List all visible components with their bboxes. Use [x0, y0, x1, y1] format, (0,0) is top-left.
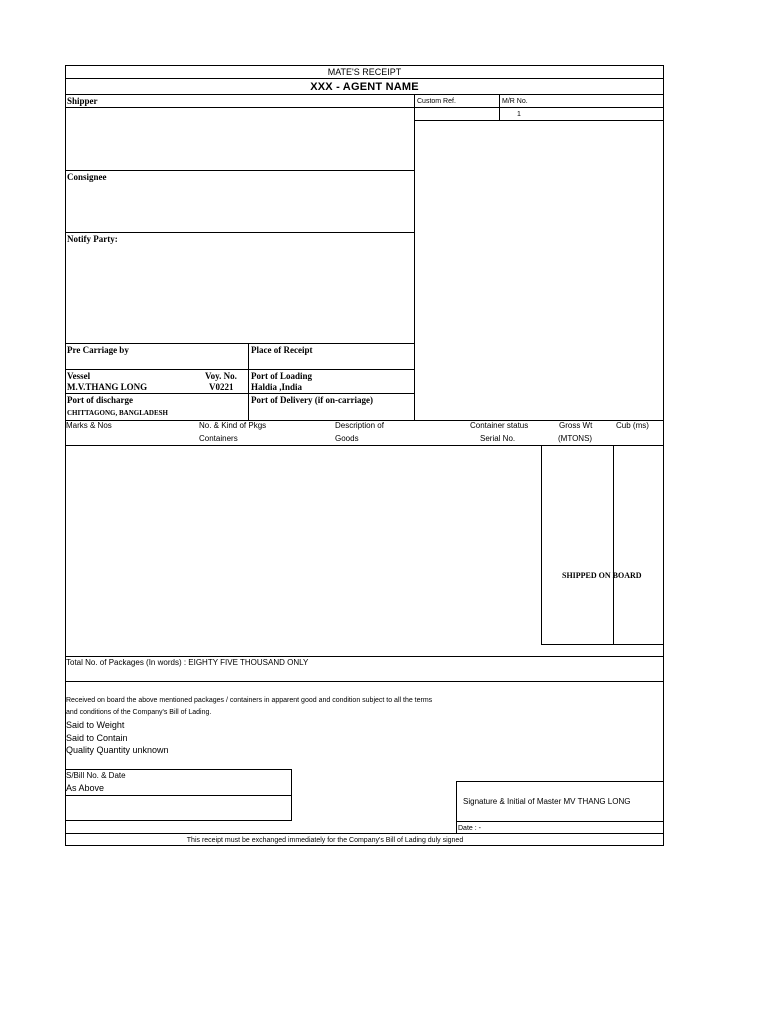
gross-wt-header: Gross Wt: [559, 421, 593, 430]
divider: [65, 681, 664, 682]
divider: [65, 107, 415, 108]
said-to-weight: Said to Weight: [66, 720, 125, 730]
divider-vertical: [456, 781, 457, 833]
port-of-discharge-value: CHITTAGONG, BANGLADESH: [67, 409, 168, 417]
received-statement-line1: Received on board the above mentioned packages / containers in apparent good and condition subject to all the terms: [66, 697, 433, 704]
divider: [65, 656, 664, 657]
total-packages: Total No. of Packages (In words) : EIGHTY FIVE THOUSAND ONLY: [66, 658, 309, 667]
custom-ref-label: Custom Ref.: [417, 98, 456, 105]
mtons-header: (MTONS): [558, 434, 593, 443]
divider: [65, 170, 415, 171]
mr-no-label: M/R No.: [502, 98, 528, 105]
divider: [65, 795, 292, 796]
receipt-title: MATE'S RECEIPT: [327, 67, 402, 77]
footer-note: This receipt must be exchanged immediately for the Company's Bill of Lading duly signed: [186, 837, 464, 844]
divider: [65, 343, 415, 344]
divider: [65, 833, 664, 834]
divider: [65, 820, 292, 821]
divider-vertical: [248, 343, 249, 420]
mark-tick: [613, 580, 614, 594]
agent-name: XXX - AGENT NAME: [310, 81, 419, 93]
date-label: Date : -: [458, 825, 481, 832]
port-of-discharge-label: Port of discharge: [67, 395, 133, 405]
goods-header: Goods: [335, 434, 359, 443]
divider: [65, 445, 664, 446]
port-of-loading-value: Haldia ,India: [251, 382, 303, 392]
sbill-value: As Above: [66, 783, 105, 793]
divider: [456, 781, 664, 782]
containers-header: Containers: [199, 434, 238, 443]
marks-nos-header: Marks & Nos: [66, 421, 112, 430]
container-status-header: Container status: [470, 421, 529, 430]
vessel-value: M.V.THANG LONG: [67, 382, 148, 392]
cub-header: Cub (ms): [616, 421, 649, 430]
vessel-label: Vessel: [67, 371, 91, 381]
divider-vertical: [291, 769, 292, 821]
frame-right: [663, 65, 664, 845]
divider-vertical: [414, 94, 415, 420]
divider-vertical: [499, 94, 500, 120]
divider: [65, 393, 415, 394]
divider: [456, 821, 664, 822]
received-statement-line2: and conditions of the Company's Bill of Lading.: [66, 709, 212, 716]
quality-quantity: Quality Quantity unknown: [66, 745, 169, 755]
said-to-contain: Said to Contain: [66, 733, 128, 743]
divider: [415, 120, 664, 121]
description-header: Description of: [335, 421, 384, 430]
divider: [65, 78, 664, 79]
pre-carriage-label: Pre Carriage by: [67, 345, 129, 355]
frame-bottom: [65, 845, 664, 846]
divider: [65, 232, 415, 233]
notify-party-label: Notify Party:: [67, 234, 118, 244]
port-of-delivery-label: Port of Delivery (if on-carriage): [251, 395, 373, 405]
frame-top: [65, 65, 664, 66]
voy-no-label: Voy. No.: [205, 371, 237, 381]
divider: [65, 94, 664, 95]
divider-vertical: [541, 445, 542, 645]
divider: [541, 644, 664, 645]
sbill-label: S/Bill No. & Date: [66, 771, 126, 780]
divider: [415, 107, 664, 108]
divider: [65, 369, 415, 370]
pkgs-header: No. & Kind of Pkgs: [199, 421, 267, 430]
signature-label: Signature & Initial of Master MV THANG LONG: [463, 797, 631, 806]
shipped-on-board: SHIPPED ON BOARD: [562, 571, 642, 580]
shipper-label: Shipper: [67, 96, 98, 106]
place-of-receipt-label: Place of Receipt: [251, 345, 313, 355]
serial-no-header: Serial No.: [480, 434, 516, 443]
divider-vertical: [613, 445, 614, 645]
divider: [65, 769, 292, 770]
port-of-loading-label: Port of Loading: [251, 371, 313, 381]
voy-no-value: V0221: [209, 382, 234, 392]
consignee-label: Consignee: [67, 172, 107, 182]
mr-no-value: 1: [517, 111, 521, 118]
